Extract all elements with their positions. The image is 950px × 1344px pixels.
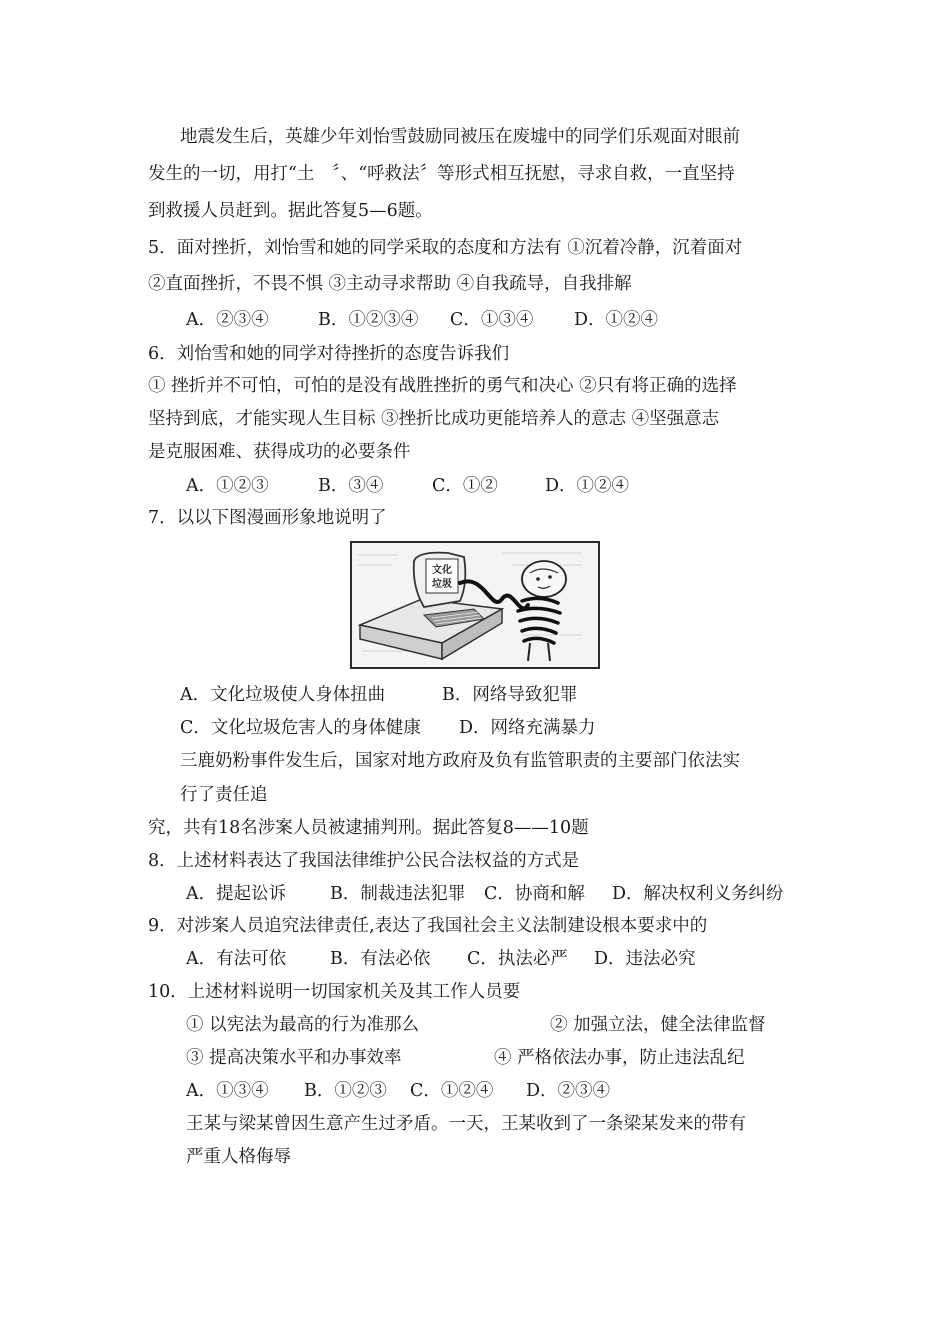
comic-drawing xyxy=(352,543,598,667)
q9-option-d: D．违法必究 xyxy=(594,949,696,969)
q6-option-d: D．①②④ xyxy=(545,476,630,496)
intro1-line2: 发生的一切，用打“土 〞、“呼救法〞等形式相互抚慰，寻求自救，一直坚持 xyxy=(148,164,735,184)
q6-option-a: A．①②③ xyxy=(186,476,269,496)
q8-option-d: D．解决权利义务纠纷 xyxy=(612,884,784,904)
q10-stem: 10．上述材料说明一切国家机关及其工作人员要 xyxy=(148,982,521,1002)
q6-statement-2: 坚持到底，才能实现人生目标 ③挫折比成功更能培养人的意志 ④坚强意志 xyxy=(148,409,720,429)
intro3-line2: 严重人格侮辱 xyxy=(186,1147,291,1167)
q7-stem: 7．以以下图漫画形象地说明了 xyxy=(148,508,387,528)
q9-option-c: C．执法必严 xyxy=(467,949,568,969)
q6-option-b: B．③④ xyxy=(318,476,384,496)
intro2-line3: 究，共有18名涉案人员被逮捕判刑。据此答复8——10题 xyxy=(148,818,589,838)
q8-stem: 8．上述材料表达了我国法律维护公民合法权益的方式是 xyxy=(148,851,580,871)
q8-option-b: B．制裁违法犯罪 xyxy=(330,884,466,904)
q10-statement-3: ③ 提高决策水平和办事效率 xyxy=(186,1048,402,1068)
q9-option-b: B．有法必依 xyxy=(330,949,431,969)
q5-stem: 5．面对挫折，刘怡雪和她的同学采取的态度和方法有 ①沉着冷静，沉着面对 xyxy=(148,238,743,258)
q9-stem: 9．对涉案人员追究法律责任,表达了我国社会主义法制建设根本要求中的 xyxy=(148,916,708,936)
intro3-line1: 王某与梁某曾因生意产生过矛盾。一天，王某收到了一条梁某发来的带有 xyxy=(186,1114,746,1134)
q10-option-c: C．①②④ xyxy=(410,1081,494,1101)
q5-option-a: A．②③④ xyxy=(186,310,269,330)
q10-statement-4: ④ 严格依法办事，防止违法乱纪 xyxy=(494,1048,745,1068)
comic-label-2: 垃圾 xyxy=(432,579,452,590)
q8-option-a: A．提起讼诉 xyxy=(186,884,287,904)
q6-option-c: C．①② xyxy=(432,476,498,496)
q10-option-a: A．①③④ xyxy=(186,1081,269,1101)
q9-option-a: A．有法可依 xyxy=(186,949,287,969)
q7-option-a: A．文化垃圾使人身体扭曲 xyxy=(180,685,386,705)
q6-stem: 6．刘怡雪和她的同学对待挫折的态度告诉我们 xyxy=(148,344,510,364)
intro2-line2: 行了责任追 xyxy=(180,785,268,805)
intro1-line3: 到救援人员赶到。据此答复5—6题。 xyxy=(148,201,433,221)
q10-statement-2: ② 加强立法，健全法律监督 xyxy=(550,1015,766,1035)
q5-option-c: C．①③④ xyxy=(450,310,534,330)
comic-image xyxy=(350,541,600,669)
q7-option-c: C．文化垃圾危害人的身体健康 xyxy=(180,718,421,738)
q6-statement-1: ① 挫折并不可怕，可怕的是没有战胜挫折的勇气和决心 ②只有将正确的选择 xyxy=(148,376,737,396)
q5-stem-2: ②直面挫折，不畏不惧 ③主动寻求帮助 ④自我疏导，自我排解 xyxy=(148,274,632,294)
intro1-line1: 地震发生后，英雄少年刘怡雪鼓励同被压在废墟中的同学们乐观面对眼前 xyxy=(180,127,740,147)
q8-option-c: C．协商和解 xyxy=(484,884,585,904)
q7-option-d: D．网络充满暴力 xyxy=(459,718,596,738)
q7-option-b: B．网络导致犯罪 xyxy=(442,685,578,705)
q10-option-b: B．①②③ xyxy=(304,1081,387,1101)
q5-option-d: D．①②④ xyxy=(574,310,659,330)
q5-option-b: B．①②③④ xyxy=(318,310,419,330)
q6-statement-3: 是克服困难、获得成功的必要条件 xyxy=(148,442,411,462)
q10-statement-1: ① 以宪法为最高的行为准那么 xyxy=(186,1015,420,1035)
q10-option-d: D．②③④ xyxy=(526,1081,611,1101)
intro2-line1: 三鹿奶粉事件发生后，国家对地方政府及负有监管职责的主要部门依法实 xyxy=(180,751,740,771)
comic-label-1: 文化 xyxy=(432,565,452,576)
